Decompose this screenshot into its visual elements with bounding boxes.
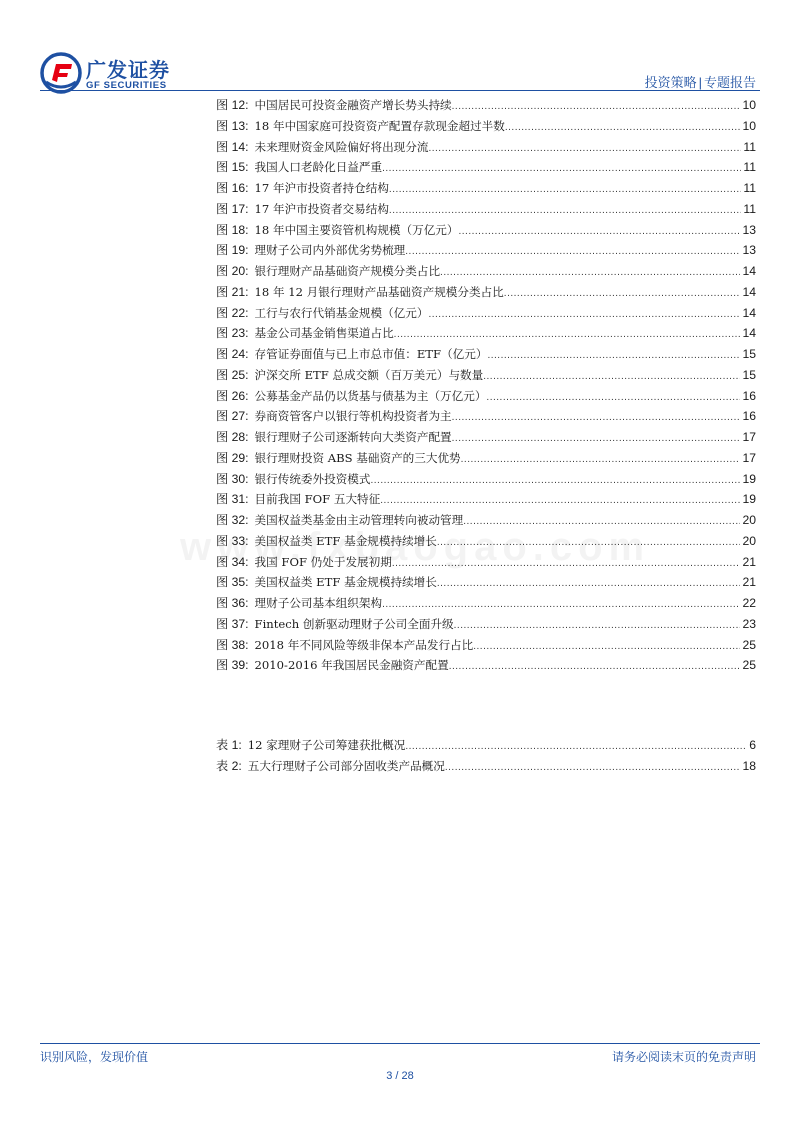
- entry-title: 我国 FOF 仍处于发展初期: [254, 554, 392, 569]
- toc-figure-row[interactable]: [216, 469, 756, 490]
- entry-page: 21: [742, 575, 756, 590]
- dot-leader: [461, 450, 741, 471]
- dot-leader: [449, 657, 741, 678]
- toc-table-row[interactable]: [216, 735, 756, 756]
- entry-label: 图 38:: [216, 637, 249, 652]
- footer-slogan: 识别风险，发现价值: [40, 1050, 149, 1064]
- dot-leader: [486, 388, 740, 409]
- entry-title: 公募基金产品仍以货基与债基为主（万亿元）: [254, 388, 487, 403]
- dot-leader: [504, 284, 741, 305]
- entry-label: 图 28:: [216, 430, 249, 444]
- toc-table-row[interactable]: [216, 756, 756, 777]
- entry-page: 23: [742, 616, 756, 631]
- entry-label: 图 27:: [216, 409, 249, 424]
- entry-label: 图 20:: [216, 264, 249, 278]
- dot-leader: [437, 574, 741, 595]
- entry-title: 银行理财产品基础资产规模分类占比: [254, 264, 441, 278]
- entry-page: 13: [742, 243, 756, 258]
- entry-title: 银行传统委外投资模式: [254, 471, 371, 486]
- entry-page: 25: [742, 637, 756, 652]
- entry-title: 未来理财资金风险偏好将出现分流: [254, 139, 429, 154]
- toc-figure-row[interactable]: [216, 531, 756, 552]
- entry-label: 图 25:: [216, 367, 249, 382]
- dot-leader: [458, 222, 740, 243]
- figure-list: [216, 95, 756, 676]
- entry-title: 18 年中国家庭可投资资产配置存款现金超过半数: [254, 118, 505, 133]
- dot-leader: [487, 346, 740, 367]
- entry-title: Fintech 创新驱动理财子公司全面升级: [254, 616, 454, 631]
- entry-page: 15: [742, 367, 756, 382]
- entry-label: 图 37:: [216, 616, 249, 631]
- entry-label: 图 34:: [216, 554, 249, 569]
- entry-label: 图 36:: [216, 596, 249, 610]
- dot-leader: [389, 201, 741, 222]
- entry-page: 19: [742, 492, 756, 507]
- toc-figure-row[interactable]: [216, 261, 756, 282]
- entry-label: 图 24:: [216, 347, 249, 361]
- report-type-text: 专题报告: [703, 75, 756, 90]
- dot-leader: [428, 305, 740, 326]
- entry-page: 6: [749, 738, 756, 752]
- entry-page: 18: [742, 758, 756, 773]
- entry-page: 14: [742, 305, 756, 320]
- dot-leader: [405, 242, 740, 263]
- toc-figure-row[interactable]: [216, 593, 756, 614]
- entry-page: 11: [743, 160, 756, 175]
- logo-en-text: GF SECURITIES: [86, 80, 167, 91]
- entry-page: 16: [742, 388, 756, 403]
- entry-label: 图 17:: [216, 201, 249, 216]
- toc-figure-row[interactable]: [216, 137, 756, 158]
- entry-label: 图 19:: [216, 243, 249, 258]
- entry-label: 图 35:: [216, 575, 249, 590]
- entry-label: 图 12:: [216, 98, 249, 112]
- toc-figure-row[interactable]: [216, 614, 756, 635]
- page-number: 3 / 28: [386, 1070, 414, 1082]
- entry-title: 17 年沪市投资者持仓结构: [254, 181, 389, 195]
- entry-page: 10: [742, 118, 756, 133]
- dot-leader: [452, 429, 741, 450]
- toc-figure-row[interactable]: [216, 448, 756, 469]
- dot-leader: [454, 616, 741, 637]
- entry-page: 17: [742, 450, 756, 465]
- entry-title: 目前我国 FOF 五大特征: [254, 492, 381, 507]
- entry-page: 13: [742, 222, 756, 237]
- entry-page: 19: [742, 471, 756, 486]
- entry-label: 图 32:: [216, 513, 249, 527]
- entry-title: 美国权益类 ETF 基金规模持续增长: [254, 575, 437, 590]
- dot-leader: [483, 367, 740, 388]
- dot-leader: [437, 533, 741, 554]
- entry-label: 图 16:: [216, 181, 249, 195]
- entry-page: 10: [742, 98, 756, 112]
- toc-figure-row[interactable]: [216, 406, 756, 427]
- entry-title: 我国人口老龄化日益严重: [254, 160, 383, 175]
- dot-leader: [463, 512, 740, 533]
- entry-page: 17: [742, 430, 756, 444]
- toc-figure-row[interactable]: [216, 552, 756, 573]
- entry-title: 沪深交所 ETF 总成交额（百万美元）与数量: [254, 367, 484, 382]
- entry-page: 16: [742, 409, 756, 424]
- entry-page: 14: [742, 264, 756, 278]
- entry-label: 图 14:: [216, 139, 249, 154]
- entry-title: 18 年中国主要资管机构规模（万亿元）: [254, 222, 459, 237]
- table-list: [216, 735, 756, 777]
- entry-title: 五大行理财子公司部分固收类产品概况: [247, 758, 445, 773]
- entry-label: 图 29:: [216, 450, 249, 465]
- entry-label: 图 33:: [216, 533, 249, 548]
- toc-figure-row[interactable]: [216, 116, 756, 137]
- dot-leader: [473, 637, 740, 658]
- entry-label: 表 1:: [216, 738, 242, 752]
- dot-leader: [380, 491, 740, 512]
- toc-figure-row[interactable]: [216, 655, 756, 676]
- toc-figure-row[interactable]: [216, 220, 756, 241]
- toc-figure-row[interactable]: [216, 323, 756, 344]
- entry-label: 图 18:: [216, 222, 249, 237]
- entry-page: 22: [742, 596, 756, 610]
- dot-leader: [428, 139, 741, 160]
- dot-leader: [389, 180, 741, 201]
- footer-divider: [40, 1043, 760, 1044]
- dot-leader: [394, 325, 741, 346]
- category-text: 投资策略: [644, 75, 697, 90]
- entry-title: 中国居民可投资金融资产增长势头持续: [254, 98, 452, 112]
- logo-cn-text: 广发证券: [86, 58, 170, 82]
- toc-figure-row[interactable]: [216, 95, 756, 116]
- entry-title: 2010-2016 年我国居民金融资产配置: [254, 658, 449, 673]
- dot-leader: [370, 471, 740, 492]
- entry-title: 券商资管客户以银行等机构投资者为主: [254, 409, 452, 424]
- toc-figure-row[interactable]: [216, 635, 756, 656]
- entry-title: 17 年沪市投资者交易结构: [254, 201, 389, 216]
- entry-label: 图 22:: [216, 305, 249, 320]
- toc-figure-row[interactable]: [216, 157, 756, 178]
- footer-disclaimer: 请务必阅读末页的免责声明: [611, 1050, 756, 1064]
- header-divider: [40, 90, 760, 91]
- entry-title: 存管证券面值与已上市总市值：ETF（亿元）: [254, 347, 488, 361]
- entry-label: 图 30:: [216, 471, 249, 486]
- entry-page: 21: [742, 554, 756, 569]
- gf-logo-icon: [40, 52, 82, 94]
- entry-label: 图 15:: [216, 160, 249, 175]
- entry-page: 20: [742, 513, 756, 527]
- entry-page: 11: [743, 139, 756, 154]
- entry-label: 图 23:: [216, 326, 249, 341]
- dot-leader: [452, 408, 741, 429]
- toc-figure-row[interactable]: [216, 344, 756, 365]
- entry-page: 14: [742, 284, 756, 299]
- toc-figure-row[interactable]: [216, 199, 756, 220]
- entry-title: 18 年 12 月银行理财产品基础资产规模分类占比: [254, 284, 504, 299]
- dot-leader: [382, 595, 740, 616]
- header-separator: |: [698, 75, 702, 90]
- toc-figure-row[interactable]: [216, 572, 756, 593]
- dot-leader: [392, 554, 741, 575]
- toc-figure-row[interactable]: [216, 386, 756, 407]
- toc-figure-row[interactable]: [216, 282, 756, 303]
- entry-page: 11: [743, 201, 756, 216]
- entry-page: 11: [743, 181, 756, 195]
- entry-title: 基金公司基金销售渠道占比: [254, 326, 394, 341]
- entry-page: 15: [742, 347, 756, 361]
- entry-page: 20: [742, 533, 756, 548]
- entry-label: 图 31:: [216, 492, 249, 507]
- toc-figure-row[interactable]: [216, 240, 756, 261]
- dot-leader: [452, 97, 741, 118]
- entry-label: 图 39:: [216, 658, 249, 673]
- dot-leader: [440, 263, 740, 284]
- entry-title: 2018 年不同风险等级非保本产品发行占比: [254, 637, 474, 652]
- entry-label: 图 26:: [216, 388, 249, 403]
- entry-label: 图 13:: [216, 118, 249, 133]
- entry-title: 理财子公司内外部优劣势梳理: [254, 243, 406, 258]
- dot-leader: [445, 758, 741, 779]
- toc-figure-row[interactable]: [216, 510, 756, 531]
- dot-leader: [405, 737, 747, 758]
- report-category: [645, 72, 756, 91]
- toc-figure-row[interactable]: [216, 489, 756, 510]
- entry-label: 图 21:: [216, 284, 249, 299]
- entry-title: 美国权益类 ETF 基金规模持续增长: [254, 533, 437, 548]
- dot-leader: [505, 118, 741, 139]
- toc-figure-row[interactable]: [216, 303, 756, 324]
- entry-label: 表 2:: [216, 758, 242, 773]
- entry-page: 25: [742, 658, 756, 673]
- toc-figure-row[interactable]: [216, 365, 756, 386]
- entry-title: 12 家理财子公司筹建获批概况: [247, 738, 406, 752]
- entry-title: 银行理财投资 ABS 基础资产的三大优势: [254, 450, 461, 465]
- dot-leader: [382, 159, 741, 180]
- entry-title: 银行理财子公司逐渐转向大类资产配置: [254, 430, 452, 444]
- entry-title: 美国权益类基金由主动管理转向被动管理: [254, 513, 464, 527]
- toc-figure-row[interactable]: [216, 427, 756, 448]
- toc-figure-row[interactable]: [216, 178, 756, 199]
- entry-title: 理财子公司基本组织架构: [254, 596, 383, 610]
- entry-page: 14: [742, 326, 756, 341]
- page-header: [0, 0, 800, 100]
- entry-title: 工行与农行代销基金规模（亿元）: [254, 305, 429, 320]
